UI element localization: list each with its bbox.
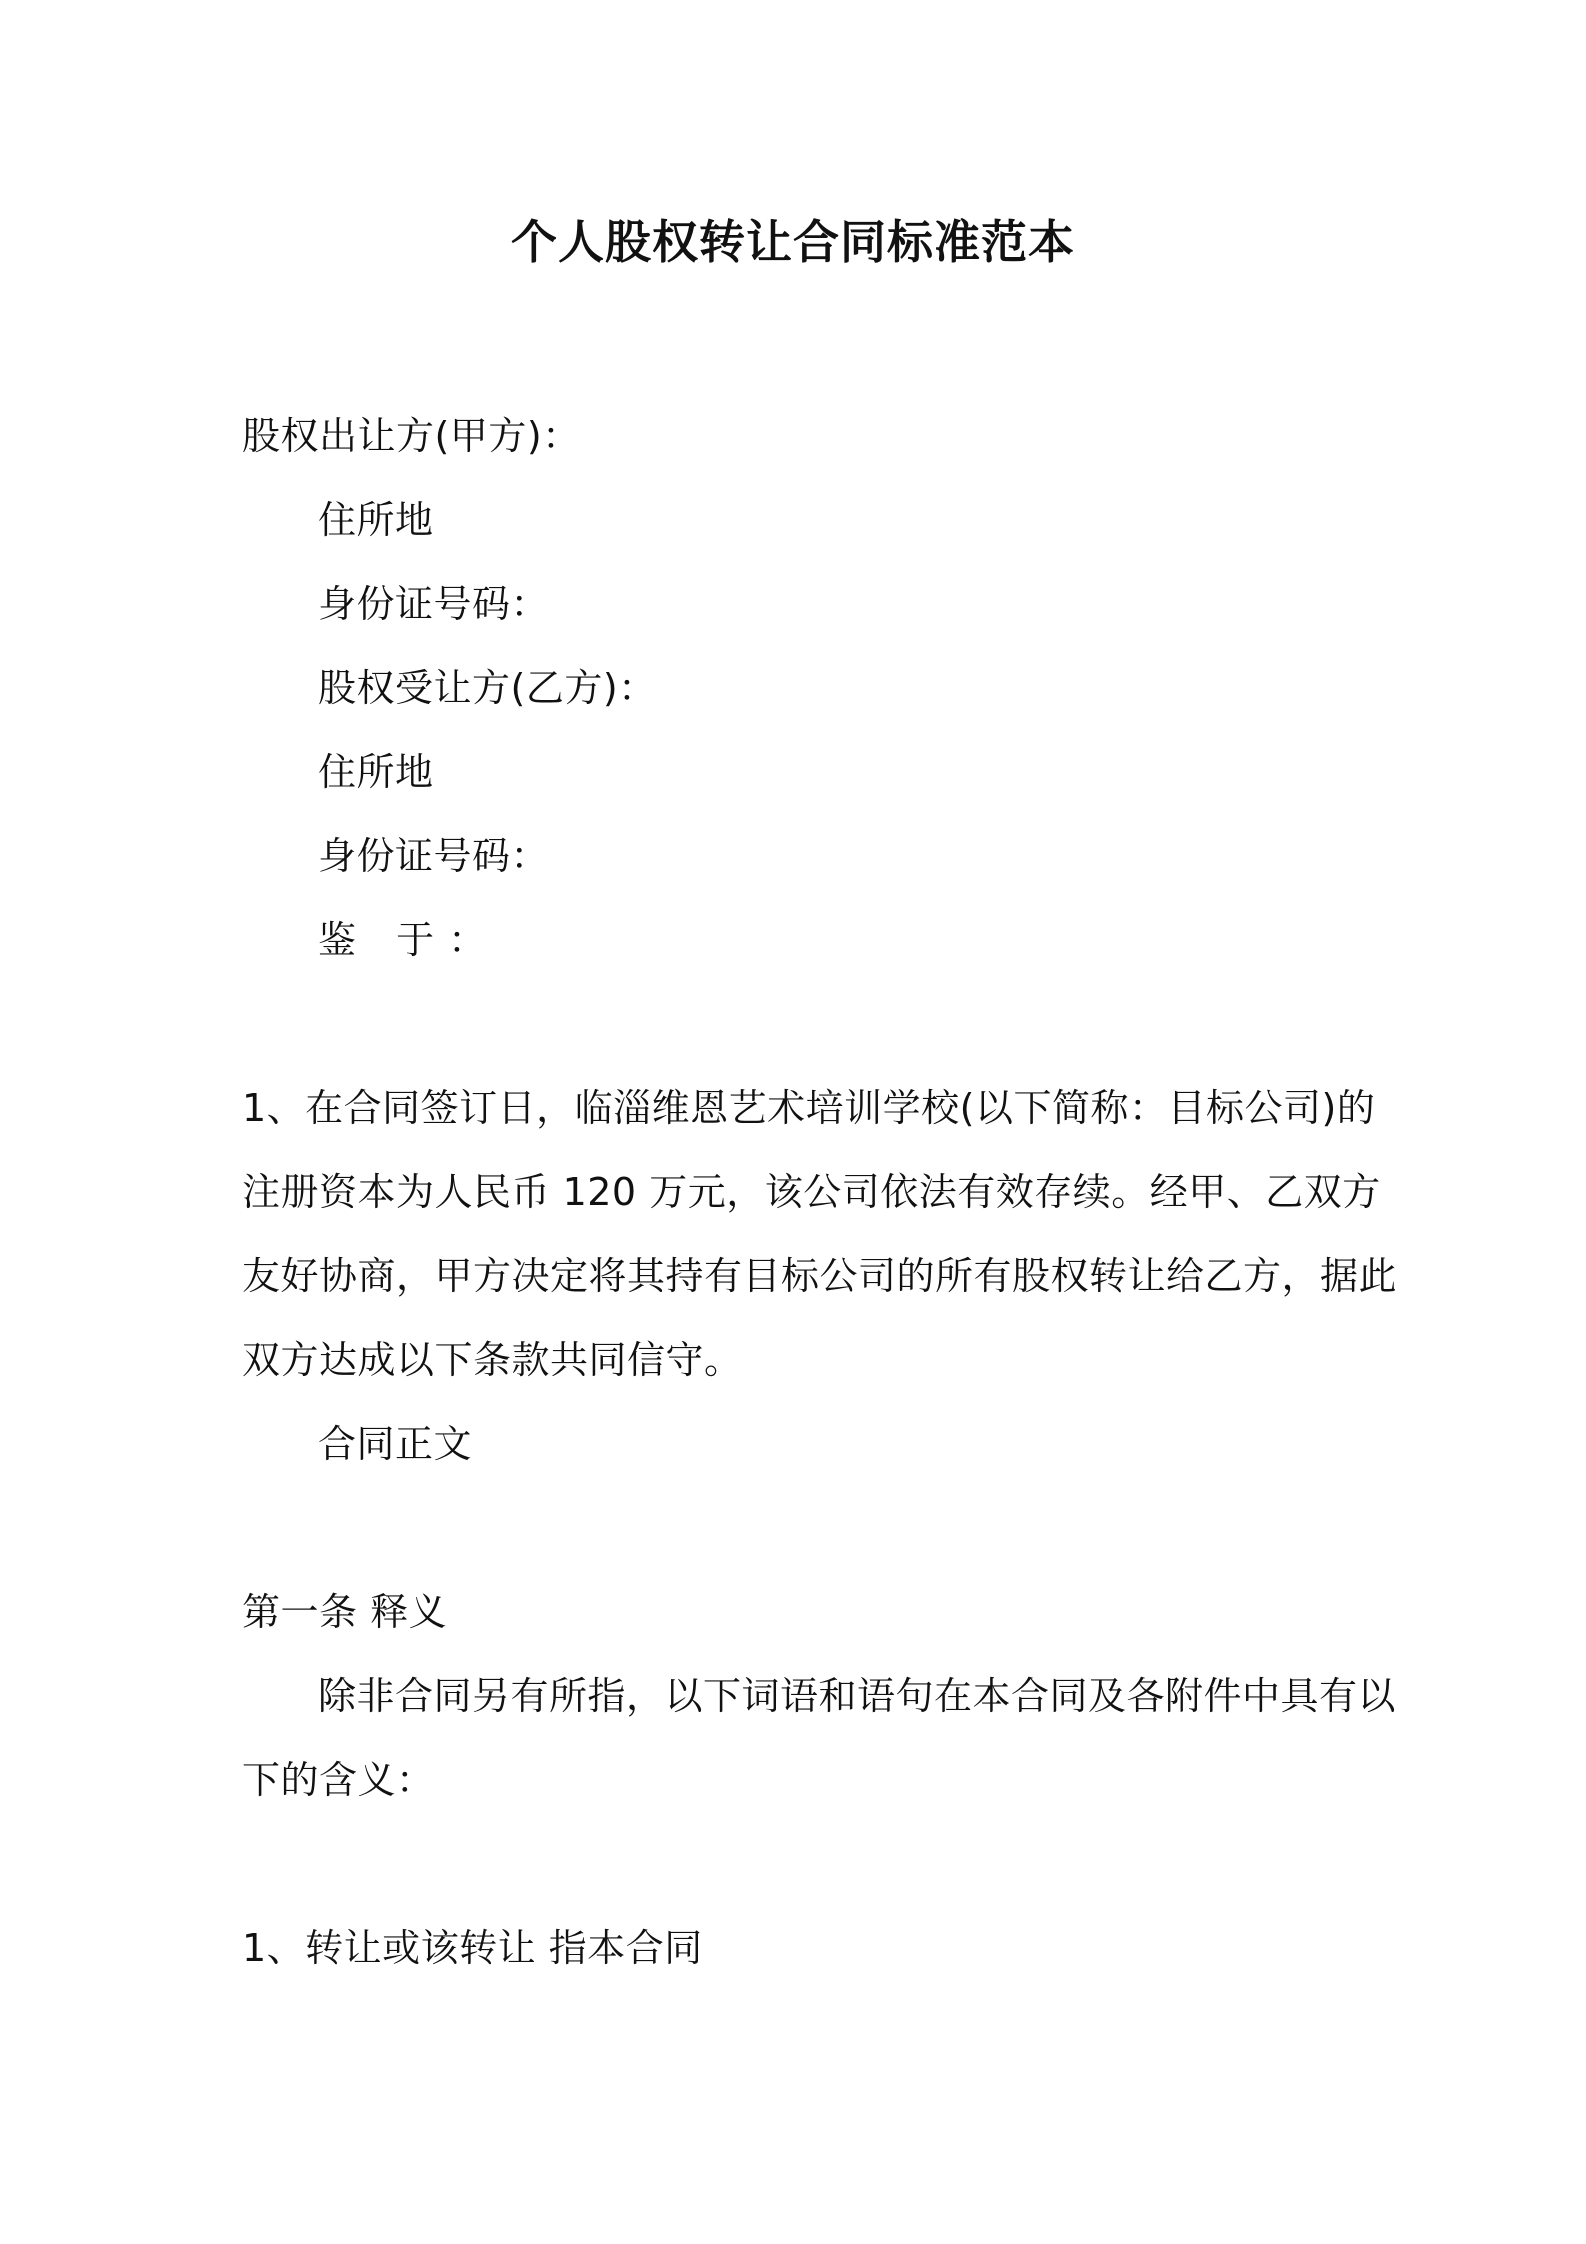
body-heading: 合同正文 [318, 1422, 473, 1466]
transferee-id-label: 身份证号码： [318, 834, 550, 878]
article-1-heading: 第一条 释义 [242, 1590, 448, 1634]
transferee-address-label: 住所地 [318, 750, 434, 794]
transferor-address-label: 住所地 [318, 498, 434, 542]
transferee-label: 股权受让方(乙方)： [318, 666, 657, 710]
article-1-item-1: 1、转让或该转让 指本合同 [242, 1926, 703, 1970]
whereas-label: 鉴 于： [318, 918, 501, 962]
transferor-label: 股权出让方(甲方)： [242, 414, 581, 458]
document-title: 个人股权转让合同标准范本 [511, 215, 1075, 269]
recital-line-4: 双方达成以下条款共同信守。 [242, 1338, 743, 1382]
recital-line-2: 注册资本为人民币 120 万元，该公司依法有效存续。经甲、乙双方 [242, 1170, 1381, 1214]
recital-line-3: 友好协商，甲方决定将其持有目标公司的所有股权转让给乙方，据此 [242, 1254, 1398, 1298]
article-1-intro-line-2: 下的含义： [242, 1758, 435, 1802]
recital-line-1: 1、在合同签订日，临淄维恩艺术培训学校(以下简称：目标公司)的 [242, 1086, 1376, 1130]
article-1-intro-line-1: 除非合同另有所指，以下词语和语句在本合同及各附件中具有以 [318, 1674, 1397, 1718]
transferor-id-label: 身份证号码： [318, 582, 550, 626]
